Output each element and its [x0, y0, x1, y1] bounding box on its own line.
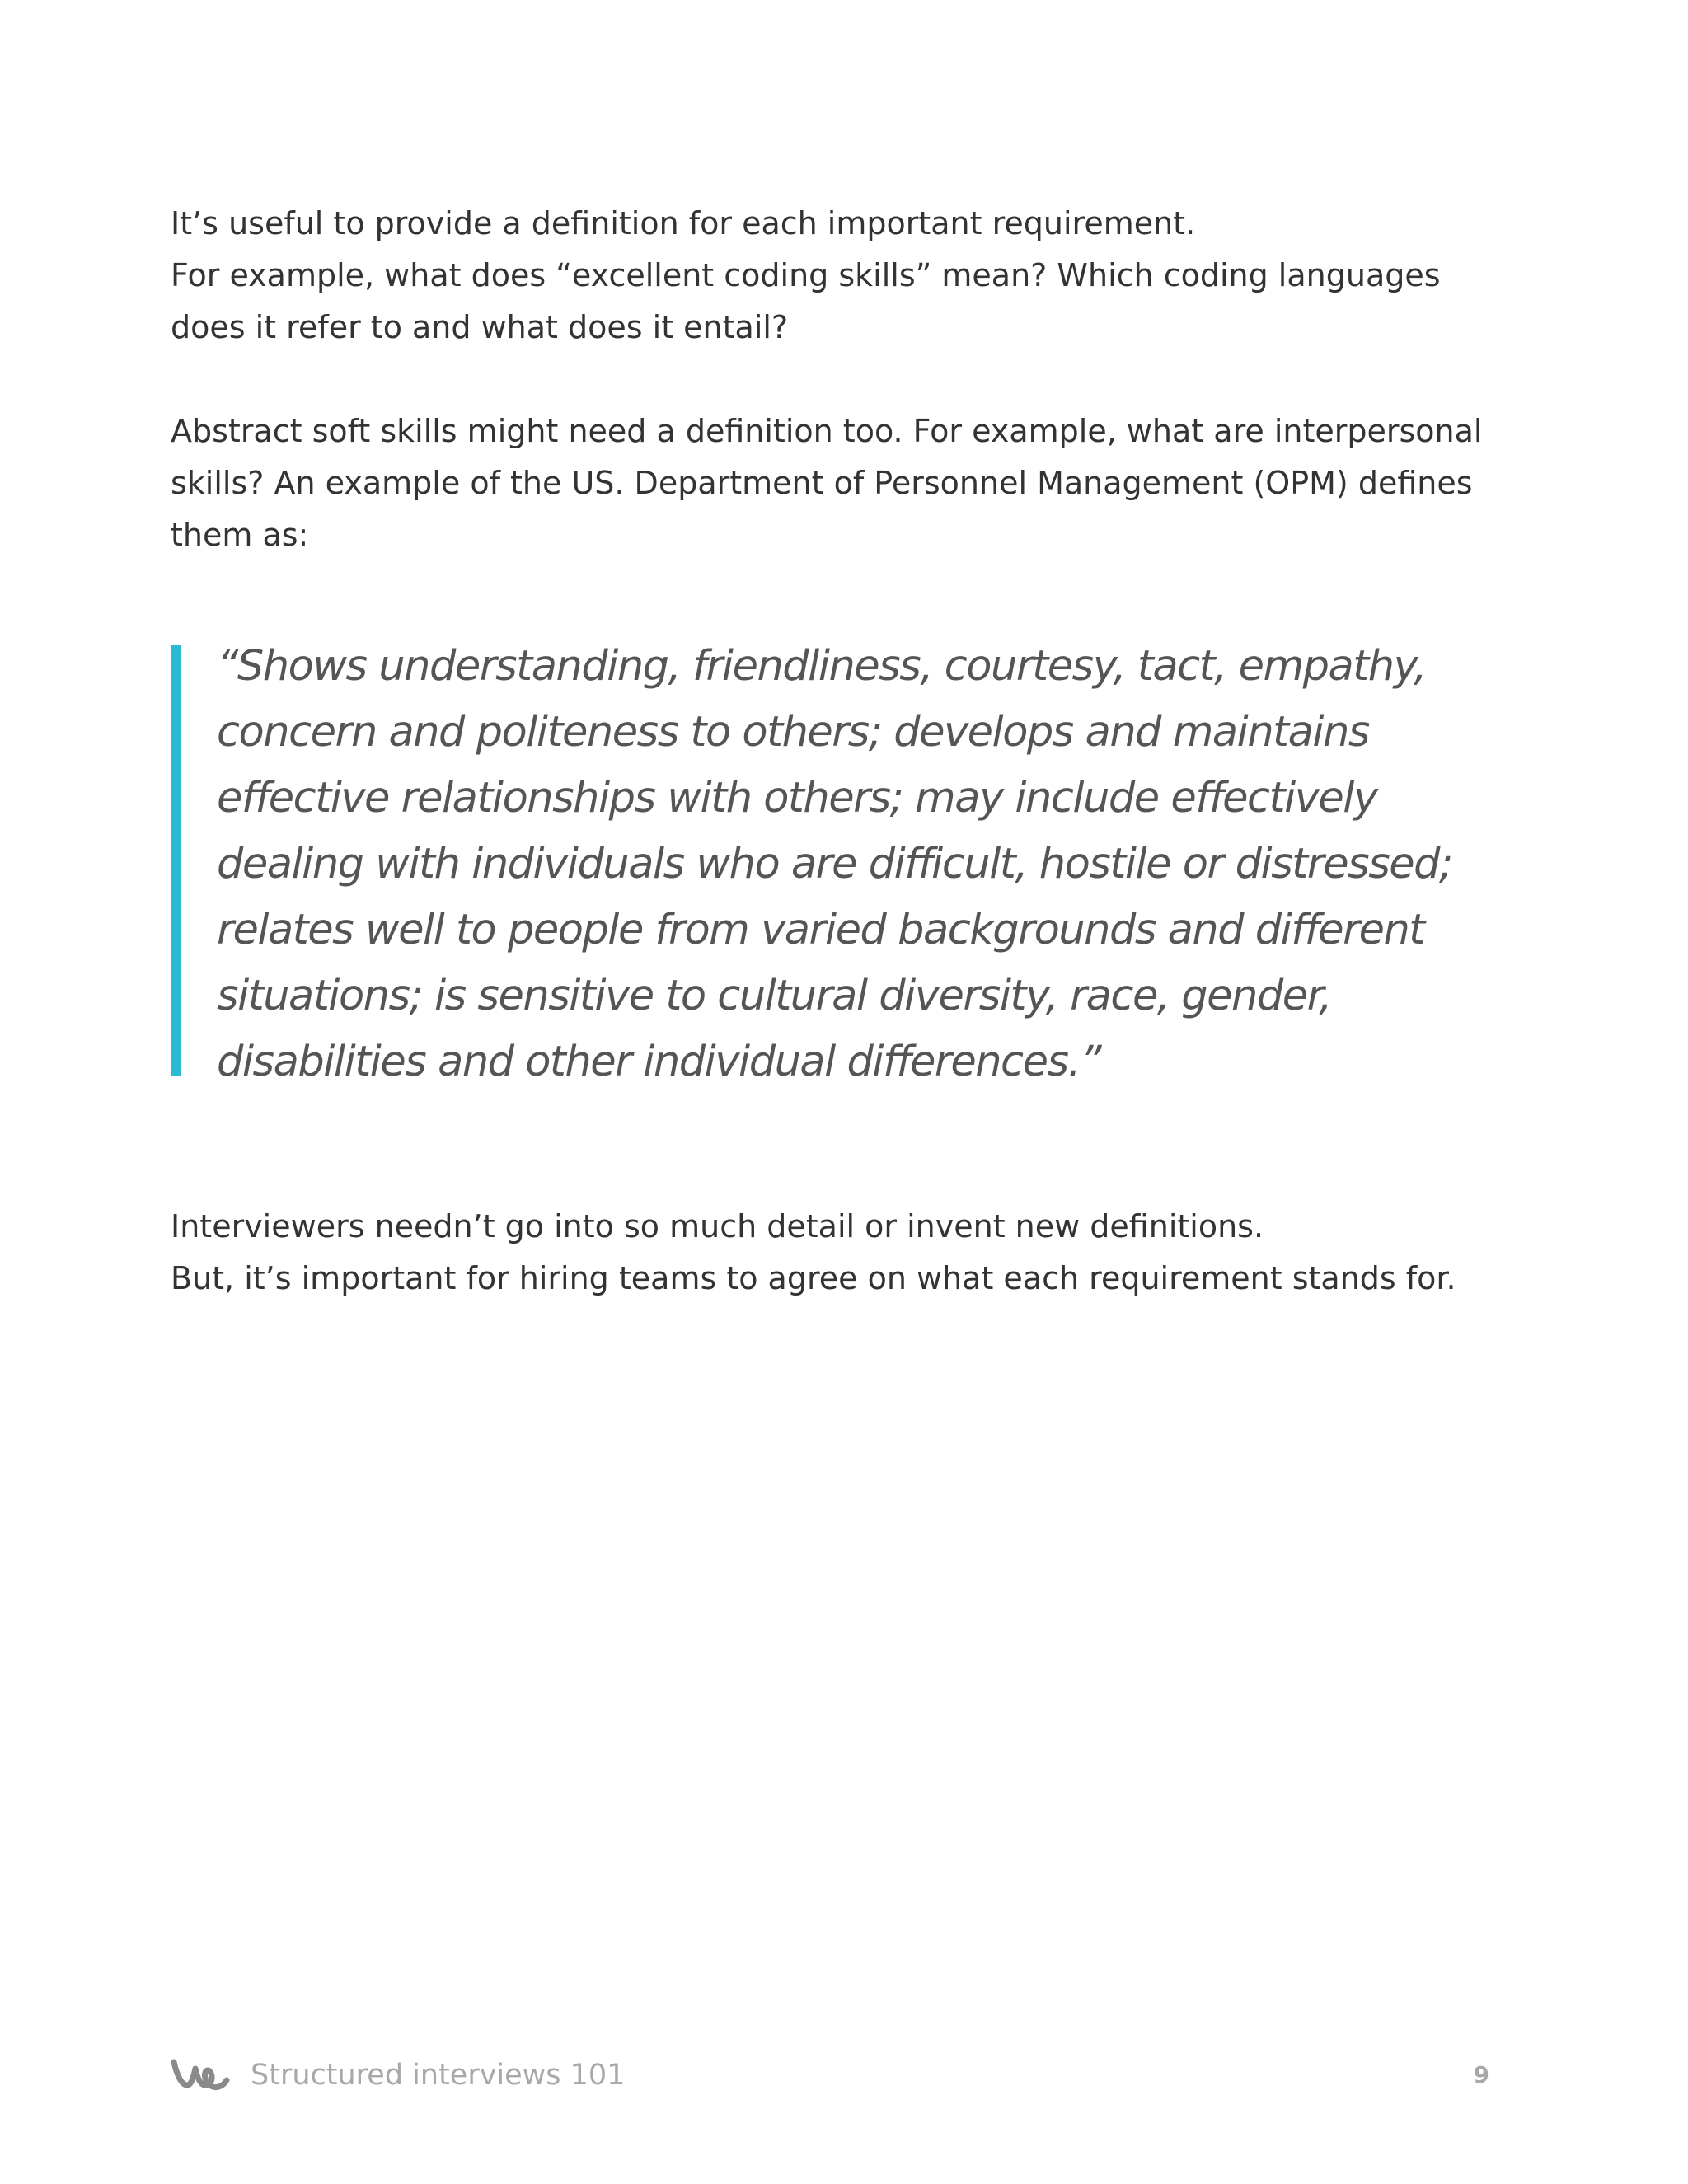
paragraph-conclusion: [171, 1201, 1456, 1305]
quote-line: effective relationships with others; may include effectively: [217, 774, 1377, 823]
quote-line: “Shows understanding, friendliness, courtesy, tact, empathy,: [217, 642, 1427, 691]
quote-line: concern and politeness to others; develops and maintains: [217, 708, 1369, 757]
workable-logo-icon: [171, 2055, 230, 2093]
text-line: them as:: [171, 517, 309, 553]
footer-document-title: Structured interviews 101: [251, 2059, 626, 2092]
text-line: Interviewers needn’t go into so much detail or invent new definitions.: [171, 1208, 1264, 1244]
page-content: [171, 198, 1483, 1305]
page-number: 9: [1473, 2061, 1489, 2088]
text-line: For example, what does “excellent coding skills” mean? Which coding languages: [171, 257, 1441, 293]
text-line: does it refer to and what does it entail?: [171, 309, 789, 345]
text-line: It’s useful to provide a definition for each important requirement.: [171, 205, 1196, 241]
quote-line: relates well to people from varied backgrounds and different: [217, 906, 1424, 954]
blockquote-accent-bar: [171, 645, 181, 1076]
paragraph-soft-skills: [171, 405, 1483, 561]
paragraph-definitions: [171, 198, 1456, 354]
quote-line: situations; is sensitive to cultural diversity, race, gender,: [217, 972, 1332, 1020]
blockquote-text: [217, 634, 1453, 1095]
text-line: But, it’s important for hiring teams to agree on what each requirement stands for.: [171, 1260, 1456, 1296]
quote-line: disabilities and other individual differences.”: [217, 1038, 1101, 1086]
quote-line: dealing with individuals who are difficult, hostile or distressed;: [217, 840, 1452, 888]
page-footer: [171, 2052, 1489, 2102]
blockquote: [171, 634, 1453, 1095]
text-line: Abstract soft skills might need a definition too. For example, what are interpersonal: [171, 413, 1483, 449]
text-line: skills? An example of the US. Department of Personnel Management (OPM) defines: [171, 465, 1473, 501]
